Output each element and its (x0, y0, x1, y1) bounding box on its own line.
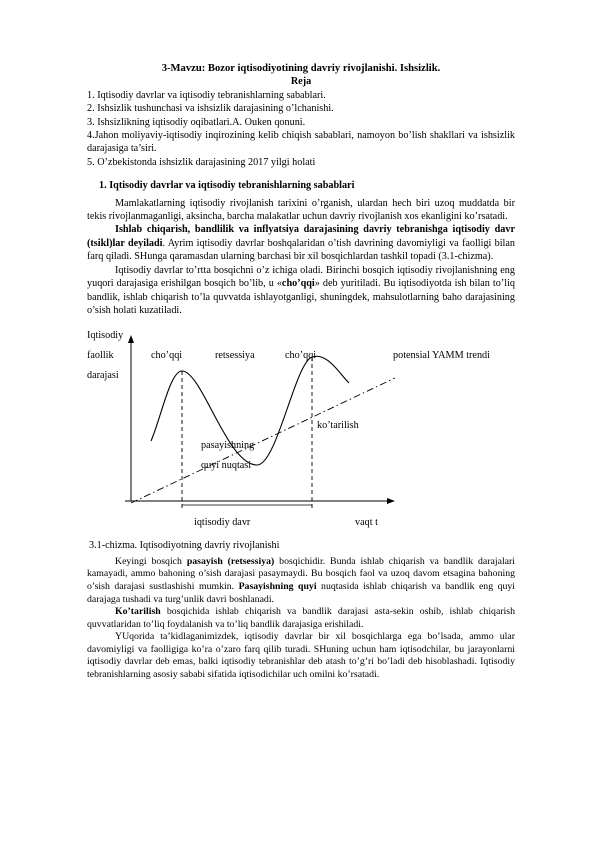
paragraph-1 (87, 197, 515, 224)
plan-item: 2. Ishsizlik tushunchasi va ishsizlik darajasining o’lchanishi. (87, 103, 334, 115)
paragraph-1-text: Mamlakatlarning iqtisodiy rivojlanish tarixini o’rganish, ulardan hech biri uzoq muddatda bir tekis rivojlanmaganligi, aksincha, barcha malakatlar uchun davriy rivojlanish xos ekanligini ko’rsatadi. (87, 197, 515, 223)
paragraph-6 (87, 631, 515, 681)
paragraph-6-text: YUqorida ta’kidlaganimizdek, iqtisodiy davrlar bir xil bosqichlarga ega bo’lsada, ammo ular davomiyligi va faolligiga ko’ra o’zaro farq qilib turadi. SHuning uchun ham iqtisodchilar, bu jarayonlarni iqtisodiy davrlar deb emas, balki iqtisodiy tebranishlar deb atash to’g’ri bo’ladi deb hisoblashadi. Iqtisodiy tebranishlarning asosiy sababi sifatida iqtisodichilar uch omilni ko’rsatadi. (87, 631, 515, 681)
plan-item: 4.Jahon moliyaviy-iqtisodiy inqirozining kelib chiqish sabablari, namoyon bo’lish shakllari va ishsizlik darajasiga ta’siri. (87, 130, 515, 155)
plan-list (87, 89, 515, 169)
trend-label: potensial YAMM trendi (393, 350, 490, 362)
paragraph-4-text-c: nuqtasida ishlab chiqarish va bandlik eng quyi darajaga tushadi va turg’unlik davri boshlanadi. (87, 580, 515, 605)
plan-item: 5. O’zbekistonda ishsizlik darajasining 2017 yilgi holati (87, 156, 316, 168)
paragraph-3 (87, 264, 515, 318)
recovery-term: Ko’tarilish (115, 606, 161, 618)
lower-text (87, 556, 515, 682)
plan-item: 3. Ishsizlikning iqtisodiy oqibatlari.A. Ouken qonuni. (87, 116, 306, 128)
plan-heading: Reja (290, 76, 312, 88)
paragraph-3-text-b: » deb yuritiladi. Bu iqtisodiyotda ish bilan to’liq bandlik, ishlab chiqarish to’la quvvatda ishlayotganligi, shuningdek, mahsulotlarning baho darajasining o’sish holati kuzatiladi. (87, 278, 515, 316)
paragraph-4-text-b: bosqichidir. Bunda ishlab chiqarish va bandlik darajalari kamayadi, ammo bahoning o’sish darajasi pasaymaydi. Bu bosqich faol va uzoq davom etsagina bahoning o’sish darajasi sustlashishi mumkin. (87, 555, 516, 592)
paragraph-4 (87, 556, 515, 606)
business-cycle-figure (87, 323, 515, 539)
plan-item: 1. Iqtisodiy davrlar va iqtisodiy tebranishlarning sabablari. (87, 89, 326, 101)
trough-term: Pasayishning quyi (238, 580, 317, 592)
paragraph-4-text-a: Keyingi bosqich (115, 555, 187, 567)
page-title: 3-Mavzu: Bozor iqtisodiyotining davriy rivojlanishi. Ishsizlik. (161, 63, 441, 74)
y-axis-arrow (128, 335, 134, 343)
definition-bold: Ishlab chiqarish, bandlilik va inflyatsiya darajasining davriy tebranishga iqtisodiy davr (tsikl)lar deyiladi (87, 224, 515, 249)
peak-term: cho’qqi (281, 278, 315, 290)
right-peak-label: cho’qqi (285, 350, 317, 362)
cycle-label: iqtisodiy davr (194, 517, 251, 529)
paragraph-3-text-a: Iqtisodiy davrlar to’rtta bosqichni o’z ichiga oladi. Birinchi bosqich iqtisodiy rivojlanishning eng yuqori darajasiga erishilgan bosqich bo’lib, u « (87, 264, 515, 290)
paragraph-2 (87, 223, 515, 263)
trough-label-line2: quyi nuqtasi (201, 460, 252, 472)
recovery-label: ko’tarilish (317, 420, 359, 432)
recession-term: pasayish (retsessiya) (186, 555, 275, 567)
trough-label-line1: pasayishning (201, 440, 255, 452)
paragraph-5-text: bosqichida ishlab chiqarish va bandlik darajasi asta-sekin oshib, ishlab chiqarish quvvatlaridan to’liq foydalanish va to’liq bandlik darajasiga erishiladi. (87, 606, 515, 630)
y-label-line2: faollik (87, 350, 114, 362)
y-label-line3: darajasi (87, 370, 119, 382)
document-page (87, 62, 515, 682)
paragraph-2-text: . Ayrim iqtisodiy davrlar boshqalaridan o’tish davrining davomiyligi va faolligi bilan farq qiladi. SHunga qaramasdan ularning barchasi bir xil bosqichlardan tashkil topadi (3.1-chizma). (87, 237, 515, 263)
x-axis-arrow (387, 498, 395, 504)
recession-label: retsessiya (215, 350, 255, 362)
section-heading: 1. Iqtisodiy davrlar va iqtisodiy tebranishlarning sabablari (99, 180, 355, 192)
figure-caption: 3.1-chizma. Iqtisodiyotning davriy rivojlanishi (89, 540, 280, 552)
y-label-line1: Iqtisodiy (87, 330, 124, 342)
left-peak-label: cho’qqi (151, 350, 183, 362)
potential-gdp-trend-line (131, 378, 395, 503)
time-label: vaqt t (355, 517, 378, 529)
paragraph-5 (87, 606, 515, 631)
